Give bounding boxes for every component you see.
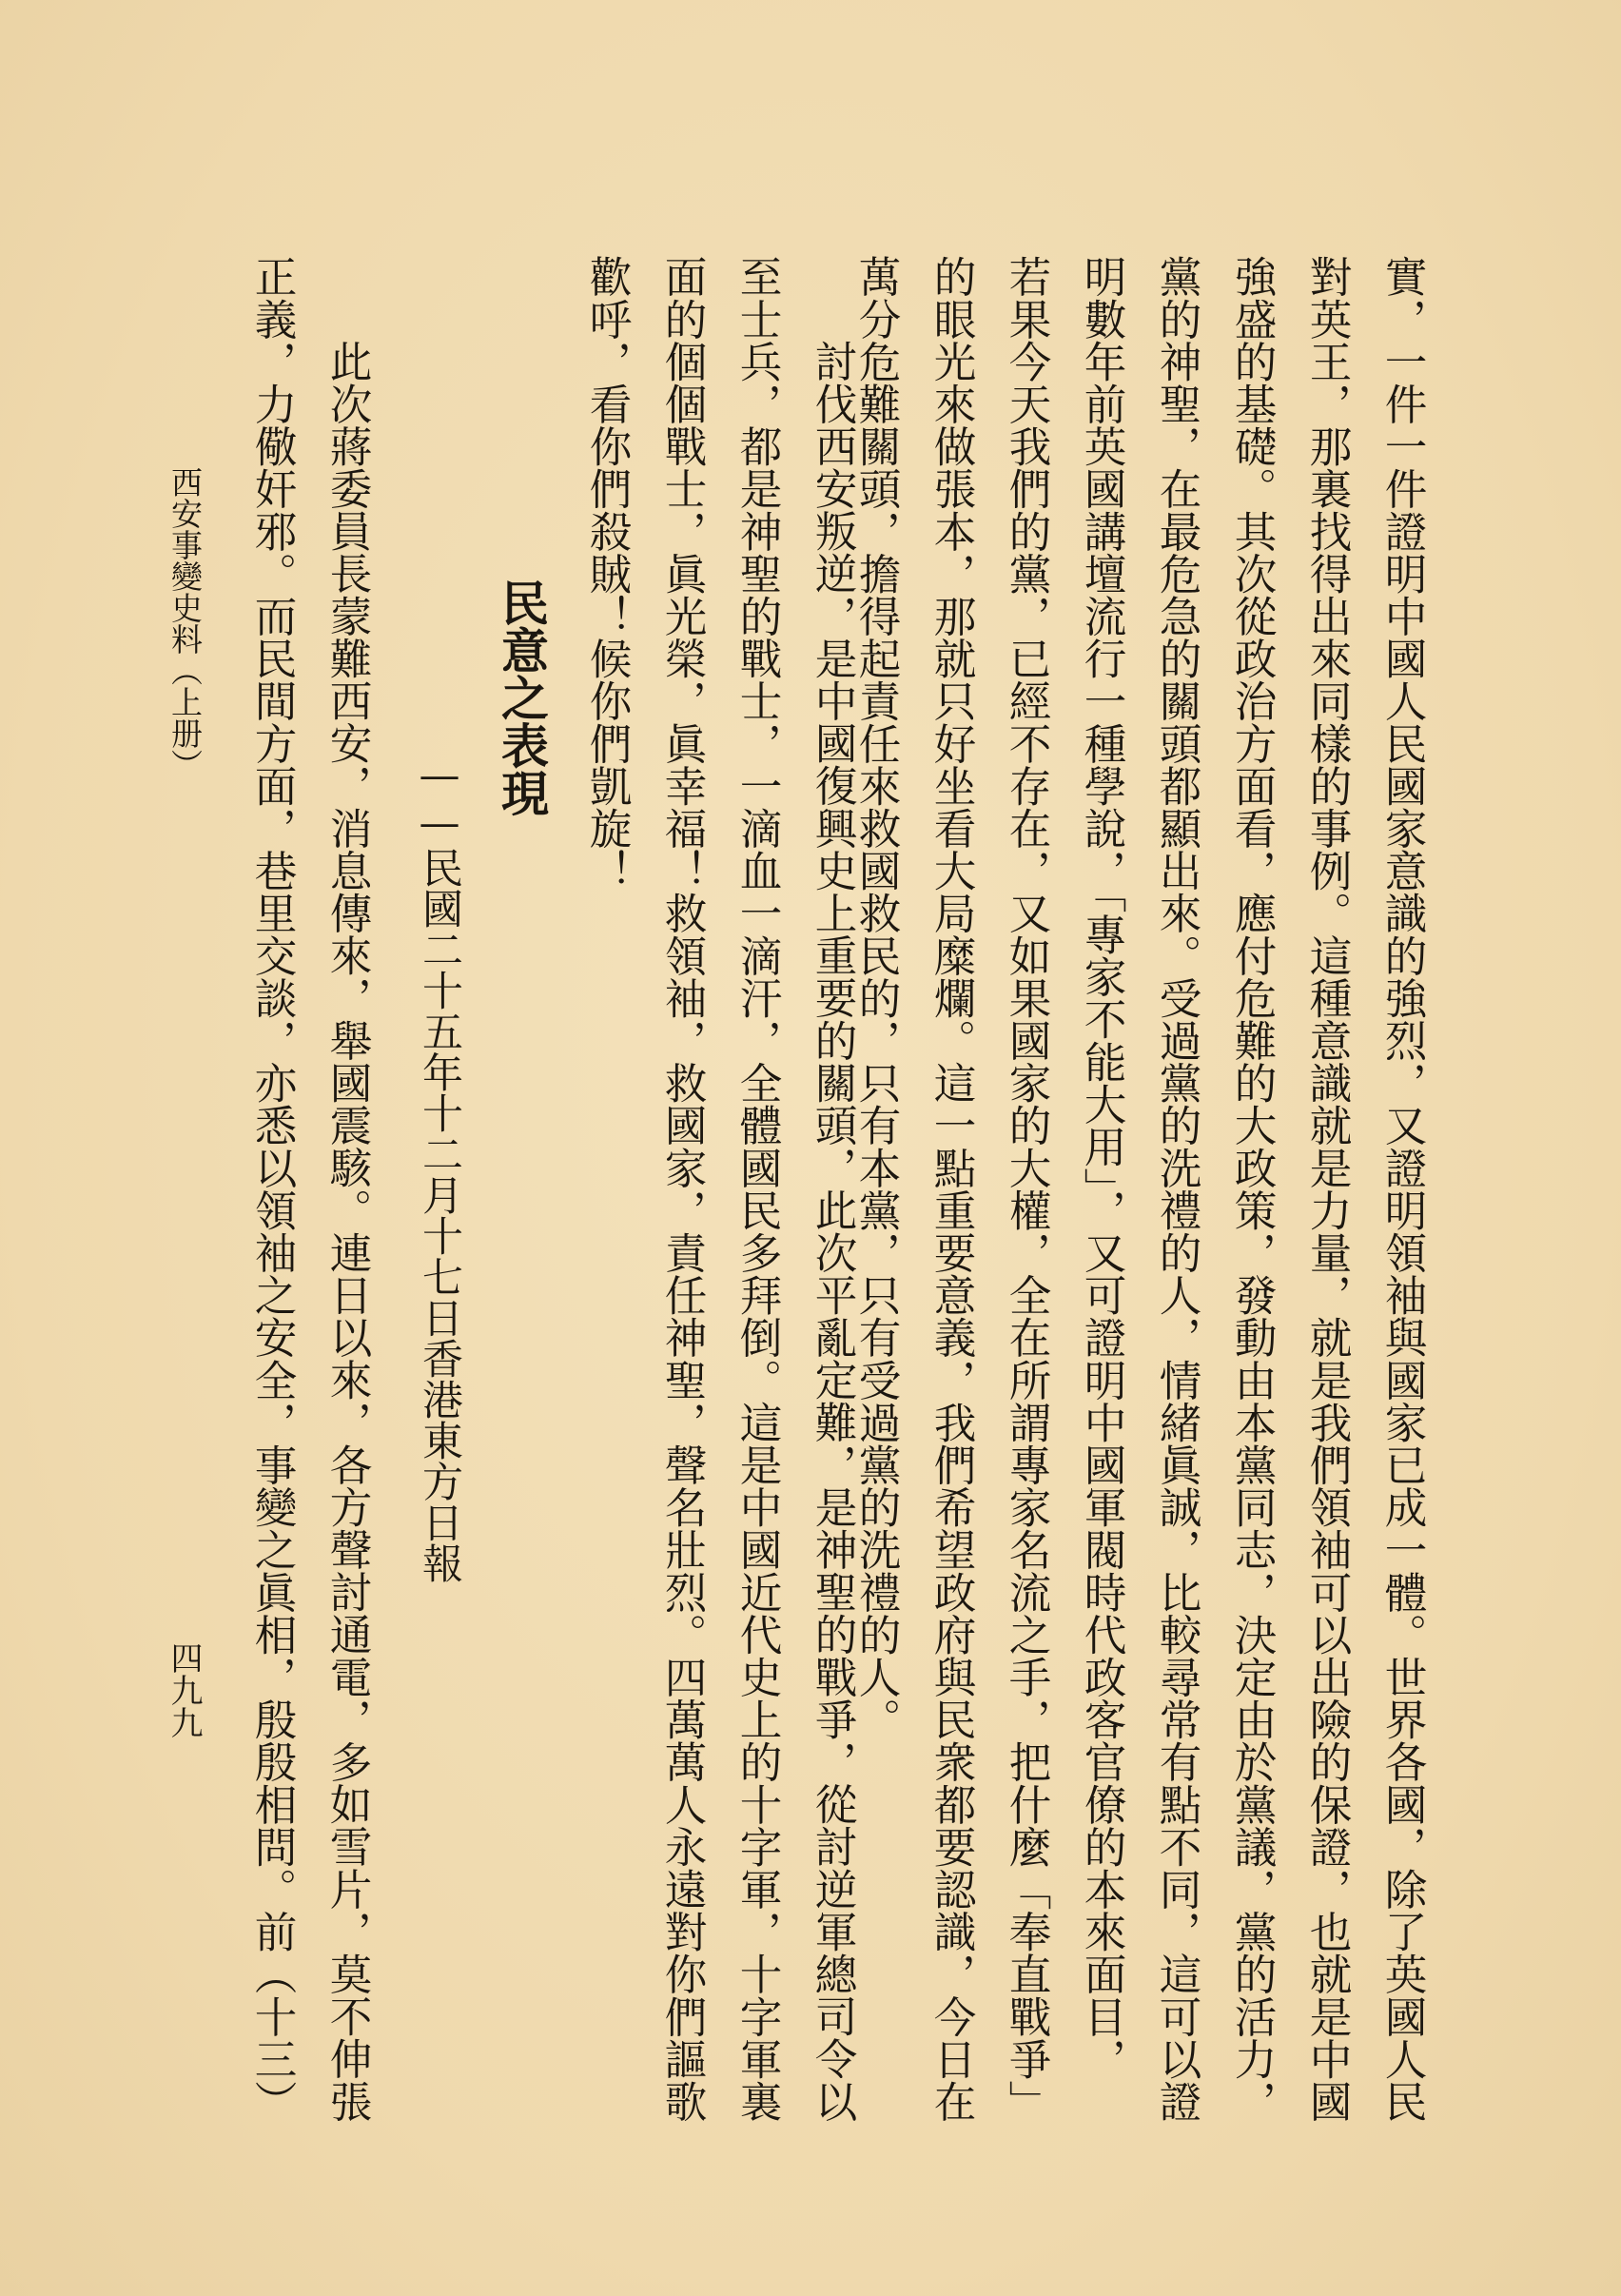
text-column: 對英王，那裏找得出來同樣的事例。這種意識就是力量，就是我們領袖可以出險的保證，也就是中國 (1302, 255, 1352, 2123)
text-column: 強盛的基礎。其次從政治方面看，應付危難的大政策，發動由本黨同志，決定由於黨議，黨的活力， (1227, 255, 1277, 2123)
text-column: 討伐西安叛逆，是中國復興史上重要的關頭，此次平亂定難，是神聖的戰爭，從討逆軍總司令以 (808, 340, 857, 2123)
text-column: 萬分危難關頭，擔得起責任來救國救民的，只有本黨，只有受過黨的洗禮的人。 (851, 255, 901, 1740)
text-column: 實，一件一件證明中國人民國家意識的強烈，又證明領袖與國家已成一體。世界各國，除了英國人民 (1377, 255, 1427, 2123)
dateline: ——民國二十五年十二月十七日香港東方日報 (416, 752, 463, 1583)
text-column: 歡呼，看你們殺賊！候你們凱旋！ (582, 255, 632, 892)
text-column: 黨的神聖，在最危急的關頭都顯出來。受過黨的洗禮的人，情緒眞誠，比較尋常有點不同，這可以證 (1152, 255, 1201, 2123)
section-heading: 民意之表現 (494, 579, 550, 816)
text-column: 此次蔣委員長蒙難西安，消息傳來，舉國震駭。連日以來，各方聲討通電，多如雪片，莫不伸張 (322, 340, 372, 2123)
text-column: 至士兵，都是神聖的戰士，一滴血一滴汗，全體國民多拜倒。這是中國近代史上的十字軍，十字軍裏 (732, 255, 782, 2123)
text-column: 的眼光來做張本，那就只好坐看大局糜爛。這一點重要意義，我們希望政府與民衆都要認識，今日在 (927, 255, 976, 2123)
text-column: 若果今天我們的黨，已經不存在，又如果國家的大權，全在所謂專家名流之手，把什麼「奉直戰爭」 (1002, 255, 1051, 2123)
text-column: 正義，力儆奸邪。而民間方面，巷里交談，亦悉以領袖之安全，事變之眞相，殷殷相問。前（十三） (247, 255, 297, 2123)
text-column: 面的個個戰士，眞光榮，眞幸福！救領袖，救國家，責任神聖，聲名壯烈。四萬萬人永遠對你們謳歌 (657, 255, 707, 2123)
page-number: 四九九 (165, 1641, 203, 1738)
running-title: 西安事變史料（上册） (166, 466, 204, 780)
text-column: 明數年前英國講壇流行一種學說，「專家不能大用」，又可證明中國軍閥時代政客官僚的本來面目， (1077, 255, 1126, 2080)
